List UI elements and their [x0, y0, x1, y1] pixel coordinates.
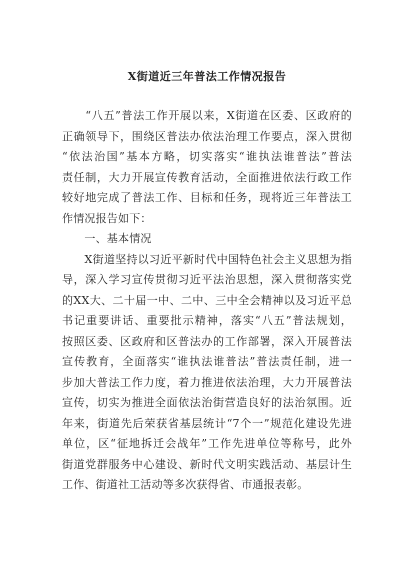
document-title: X街道近三年普法工作情况报告 [127, 70, 287, 83]
text-line: 导，深入学习宣传贯彻习近平法治思想，深入贯彻落实党 [62, 273, 352, 286]
text-line: 的XX大、二十届一中、二中、三中全会精神以及习近平总 [62, 293, 352, 307]
text-line: 工作、街道社工活动等多次获得省、市通报表彰。 [62, 478, 309, 491]
text-line: 年来，街道先后荣获省基层统计“7个一”规范化建设先进 [62, 416, 352, 430]
body-paragraph [62, 250, 352, 496]
section-heading: 一、基本情况 [62, 232, 152, 245]
text-line: 步加大普法工作力度，着力推进依法治理，大力开展普法 [62, 375, 352, 389]
text-line: X街道坚持以习近平新时代中国特色社会主义思想为指 [62, 252, 352, 266]
text-line: “依法治国”基本方略，切实落实“谁执法谁普法”普法 [62, 150, 352, 163]
text-line: 单位，区“征地拆迁会战年”工作先进单位等称号，此外 [62, 437, 352, 450]
text-line: 宣传，切实为推进全面依法治街营造良好的法治氛围。近 [62, 396, 352, 409]
text-line: 责任制，大力开展宣传教育活动，全面推进依法行政工作 [62, 170, 352, 184]
document-page [62, 70, 352, 496]
intro-paragraph [62, 106, 352, 229]
text-line: “八五”普法工作开展以来，X街道在区委、区政府的 [62, 109, 352, 122]
text-line: 正确领导下，围绕区普法办依法治理工作要点，深入贯彻 [62, 129, 352, 143]
text-line: 书记重要讲话、重要批示精神，落实“八五”普法规划， [62, 314, 352, 327]
text-line: 街道党群服务中心建设、新时代文明实践活动、基层计生 [62, 457, 352, 471]
text-line: 宣传教育，全面落实“谁执法谁普法”普法责任制，进一 [62, 355, 352, 368]
text-line: 按照区委、区政府和区普法办的工作部署，深入开展普法 [62, 334, 352, 348]
text-line: 作情况报告如下： [62, 211, 152, 225]
text-line: 较好地完成了普法工作、目标和任务，现将近三年普法工 [62, 191, 352, 204]
